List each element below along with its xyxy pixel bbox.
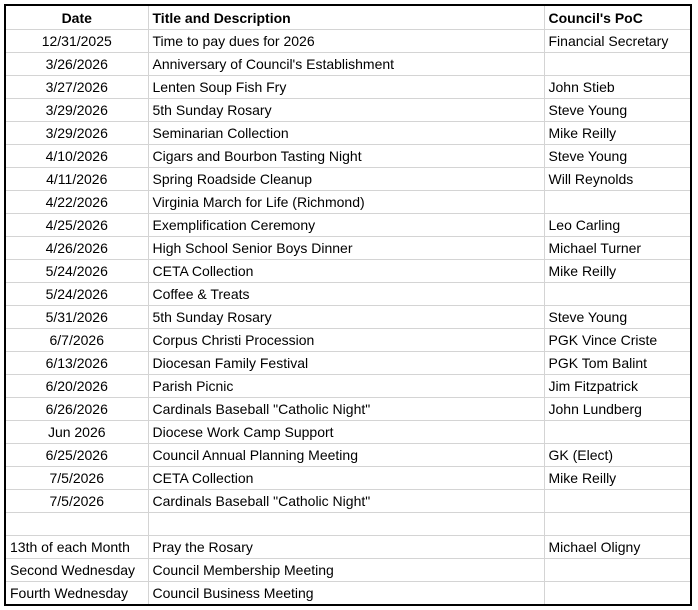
date-cell[interactable]: 5/31/2026: [6, 306, 148, 329]
poc-cell[interactable]: Steve Young: [544, 99, 690, 122]
poc-cell[interactable]: Jim Fitzpatrick: [544, 375, 690, 398]
table-row: [6, 214, 690, 237]
poc-cell[interactable]: Steve Young: [544, 145, 690, 168]
poc-cell[interactable]: [544, 490, 690, 513]
recurring-row: [6, 582, 690, 605]
date-cell[interactable]: 4/25/2026: [6, 214, 148, 237]
events-table: [6, 6, 690, 604]
title-cell[interactable]: Diocesan Family Festival: [148, 352, 544, 375]
poc-cell[interactable]: John Stieb: [544, 76, 690, 99]
header-row: [6, 6, 690, 30]
date-cell[interactable]: 6/13/2026: [6, 352, 148, 375]
title-cell[interactable]: Cardinals Baseball "Catholic Night": [148, 490, 544, 513]
blank-row: [6, 513, 690, 536]
table-row: [6, 444, 690, 467]
table-row: [6, 490, 690, 513]
title-cell[interactable]: Corpus Christi Procession: [148, 329, 544, 352]
events-spreadsheet: [4, 4, 692, 606]
date-cell[interactable]: 12/31/2025: [6, 30, 148, 53]
header-poc[interactable]: Council's PoC: [544, 6, 690, 30]
title-cell[interactable]: High School Senior Boys Dinner: [148, 237, 544, 260]
poc-cell[interactable]: PGK Tom Balint: [544, 352, 690, 375]
title-cell[interactable]: Exemplification Ceremony: [148, 214, 544, 237]
poc-cell[interactable]: John Lundberg: [544, 398, 690, 421]
poc-cell[interactable]: GK (Elect): [544, 444, 690, 467]
poc-cell[interactable]: [544, 421, 690, 444]
date-cell[interactable]: 4/22/2026: [6, 191, 148, 214]
poc-cell[interactable]: [544, 191, 690, 214]
date-cell[interactable]: 3/29/2026: [6, 99, 148, 122]
recurring-title-cell[interactable]: Council Business Meeting: [148, 582, 544, 605]
table-row: [6, 237, 690, 260]
recurring-poc-cell[interactable]: [544, 559, 690, 582]
title-cell[interactable]: CETA Collection: [148, 260, 544, 283]
poc-cell[interactable]: Michael Turner: [544, 237, 690, 260]
recurring-title-cell[interactable]: Council Membership Meeting: [148, 559, 544, 582]
date-cell[interactable]: 7/5/2026: [6, 490, 148, 513]
date-cell[interactable]: 4/26/2026: [6, 237, 148, 260]
title-cell[interactable]: Cigars and Bourbon Tasting Night: [148, 145, 544, 168]
table-row: [6, 467, 690, 490]
title-cell[interactable]: 5th Sunday Rosary: [148, 306, 544, 329]
recurring-date-cell[interactable]: Second Wednesday: [6, 559, 148, 582]
title-cell[interactable]: 5th Sunday Rosary: [148, 99, 544, 122]
table-row: [6, 99, 690, 122]
table-row: [6, 76, 690, 99]
date-cell[interactable]: 6/7/2026: [6, 329, 148, 352]
table-row: [6, 398, 690, 421]
table-row: [6, 191, 690, 214]
poc-cell[interactable]: Mike Reilly: [544, 122, 690, 145]
date-cell[interactable]: 6/20/2026: [6, 375, 148, 398]
recurring-title-cell[interactable]: Pray the Rosary: [148, 536, 544, 559]
date-cell[interactable]: 7/5/2026: [6, 467, 148, 490]
date-cell[interactable]: 4/11/2026: [6, 168, 148, 191]
recurring-poc-cell[interactable]: [544, 582, 690, 605]
title-cell[interactable]: Diocese Work Camp Support: [148, 421, 544, 444]
header-date[interactable]: Date: [6, 6, 148, 30]
recurring-row: [6, 559, 690, 582]
poc-cell[interactable]: Mike Reilly: [544, 260, 690, 283]
table-row: [6, 306, 690, 329]
table-row: [6, 145, 690, 168]
date-cell[interactable]: 3/26/2026: [6, 53, 148, 76]
recurring-date-cell[interactable]: Fourth Wednesday: [6, 582, 148, 605]
title-cell[interactable]: Time to pay dues for 2026: [148, 30, 544, 53]
date-cell[interactable]: 5/24/2026: [6, 260, 148, 283]
date-cell[interactable]: 3/29/2026: [6, 122, 148, 145]
title-cell[interactable]: Cardinals Baseball "Catholic Night": [148, 398, 544, 421]
date-cell[interactable]: 6/25/2026: [6, 444, 148, 467]
date-cell[interactable]: 3/27/2026: [6, 76, 148, 99]
title-cell[interactable]: Spring Roadside Cleanup: [148, 168, 544, 191]
poc-cell[interactable]: [544, 53, 690, 76]
poc-cell[interactable]: [544, 283, 690, 306]
recurring-poc-cell[interactable]: Michael Oligny: [544, 536, 690, 559]
title-cell[interactable]: Lenten Soup Fish Fry: [148, 76, 544, 99]
table-row: [6, 352, 690, 375]
date-cell[interactable]: 4/10/2026: [6, 145, 148, 168]
title-cell[interactable]: Parish Picnic: [148, 375, 544, 398]
title-cell[interactable]: Council Annual Planning Meeting: [148, 444, 544, 467]
date-cell[interactable]: 5/24/2026: [6, 283, 148, 306]
table-row: [6, 30, 690, 53]
poc-cell[interactable]: Will Reynolds: [544, 168, 690, 191]
table-row: [6, 168, 690, 191]
poc-cell[interactable]: Leo Carling: [544, 214, 690, 237]
empty-cell[interactable]: [544, 513, 690, 536]
title-cell[interactable]: Virginia March for Life (Richmond): [148, 191, 544, 214]
table-row: [6, 122, 690, 145]
title-cell[interactable]: CETA Collection: [148, 467, 544, 490]
poc-cell[interactable]: Financial Secretary: [544, 30, 690, 53]
empty-cell[interactable]: [6, 513, 148, 536]
table-row: [6, 421, 690, 444]
title-cell[interactable]: Coffee & Treats: [148, 283, 544, 306]
recurring-date-cell[interactable]: 13th of each Month: [6, 536, 148, 559]
poc-cell[interactable]: Mike Reilly: [544, 467, 690, 490]
table-row: [6, 329, 690, 352]
table-row: [6, 53, 690, 76]
poc-cell[interactable]: Steve Young: [544, 306, 690, 329]
poc-cell[interactable]: PGK Vince Criste: [544, 329, 690, 352]
recurring-row: [6, 536, 690, 559]
date-cell[interactable]: 6/26/2026: [6, 398, 148, 421]
table-row: [6, 260, 690, 283]
table-row: [6, 283, 690, 306]
empty-cell[interactable]: [148, 513, 544, 536]
header-title[interactable]: Title and Description: [148, 6, 544, 30]
date-cell[interactable]: Jun 2026: [6, 421, 148, 444]
title-cell[interactable]: Anniversary of Council's Establishment: [148, 53, 544, 76]
table-row: [6, 375, 690, 398]
title-cell[interactable]: Seminarian Collection: [148, 122, 544, 145]
